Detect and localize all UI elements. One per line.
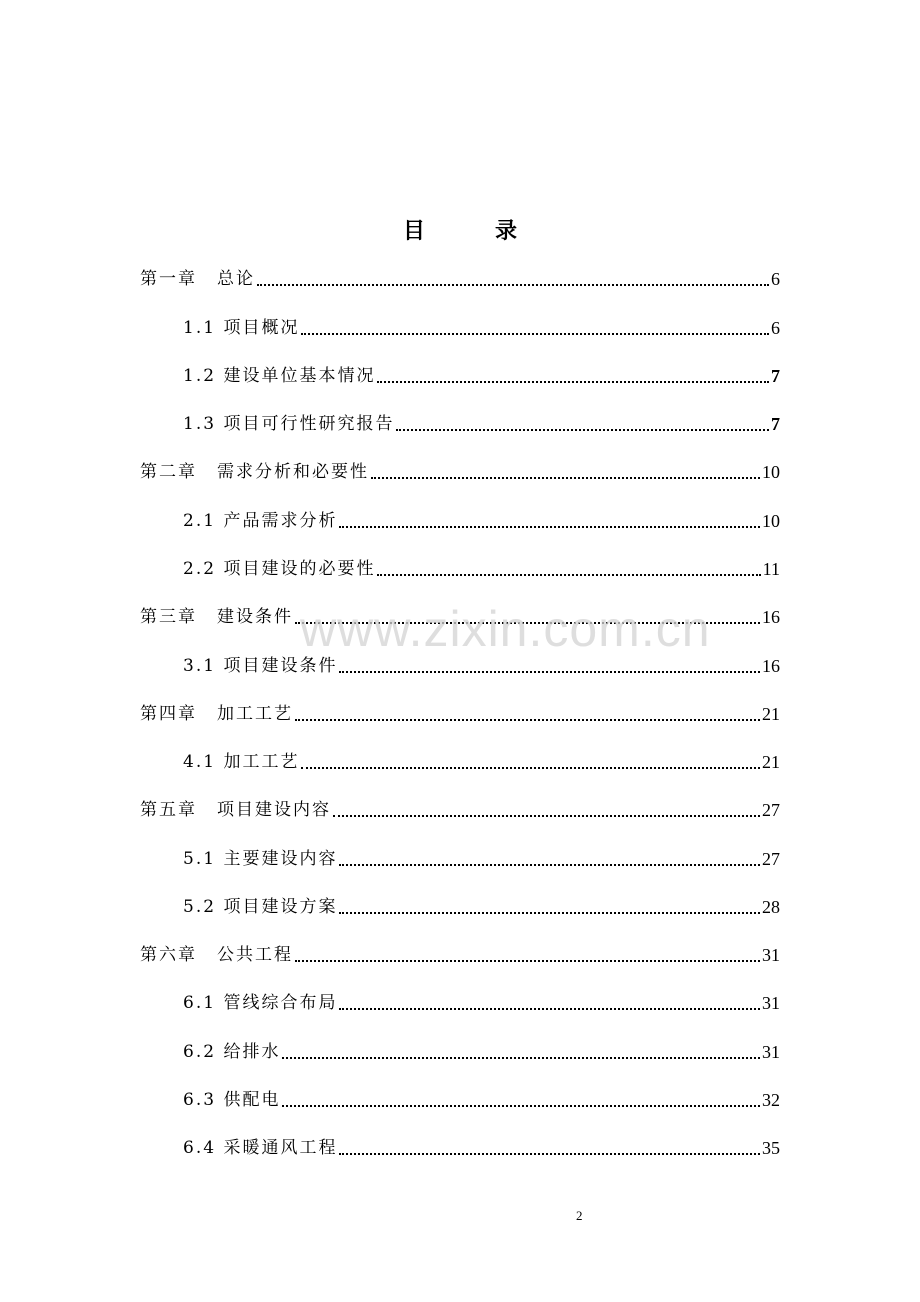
leader-dots	[282, 1104, 760, 1107]
toc-page-number: 21	[762, 752, 780, 772]
toc-chapter-title: 加工工艺	[217, 704, 293, 724]
toc-entry-section-3-1[interactable]	[183, 649, 780, 677]
toc-page-number: 28	[762, 897, 780, 917]
toc-page-number: 16	[762, 607, 780, 627]
toc-entry-chapter-3[interactable]	[140, 600, 780, 628]
toc-section-title: 6.3 供配电	[183, 1090, 281, 1110]
toc-page-number: 27	[762, 800, 780, 820]
toc-section-title: 6.1 管线综合布局	[183, 993, 338, 1013]
leader-dots	[371, 476, 760, 479]
toc-entry-section-5-1[interactable]	[183, 842, 780, 870]
toc-entry-chapter-5[interactable]	[140, 793, 780, 821]
leader-dots	[339, 1152, 760, 1155]
toc-page-number: 31	[762, 993, 780, 1013]
toc-chapter-title: 总论	[217, 269, 255, 289]
leader-dots	[301, 766, 760, 769]
leader-dots	[333, 814, 760, 817]
leader-dots	[339, 525, 760, 528]
toc-page-number: 10	[762, 462, 780, 482]
leader-dots	[377, 380, 769, 383]
toc-chapter-number: 第六章	[140, 945, 197, 965]
toc-section-title: 4.1 加工工艺	[183, 752, 300, 772]
toc-section-title: 2.1 产品需求分析	[183, 511, 338, 531]
toc-chapter-title: 建设条件	[217, 607, 293, 627]
toc-section-title: 1.1 项目概况	[183, 318, 300, 338]
toc-entry-chapter-4[interactable]	[140, 697, 780, 725]
toc-page-number: 21	[762, 704, 780, 724]
leader-dots	[339, 670, 760, 673]
leader-dots	[377, 573, 760, 576]
toc-chapter-title: 项目建设内容	[217, 800, 331, 820]
toc-page-number: 31	[762, 1042, 780, 1062]
toc-entry-section-2-2[interactable]	[183, 552, 780, 580]
toc-entry-chapter-1[interactable]	[140, 262, 780, 290]
toc-entry-section-6-4[interactable]	[183, 1131, 780, 1159]
toc-entry-chapter-6[interactable]	[140, 938, 780, 966]
leader-dots	[257, 283, 769, 286]
leader-dots	[339, 1007, 760, 1010]
toc-title	[0, 214, 920, 245]
toc-page-number: 11	[762, 559, 780, 579]
toc-page-number: 32	[762, 1090, 780, 1110]
toc-section-title: 5.1 主要建设内容	[183, 849, 338, 869]
toc-chapter-number: 第五章	[140, 800, 197, 820]
toc-page-number: 35	[762, 1138, 780, 1158]
leader-dots	[396, 428, 769, 431]
leader-dots	[339, 911, 760, 914]
leader-dots	[301, 332, 769, 335]
toc-entry-section-1-3[interactable]	[183, 407, 780, 435]
watermark: www.zixin.com.cn	[300, 601, 711, 657]
toc-section-title: 5.2 项目建设方案	[183, 897, 338, 917]
toc-chapter-title: 公共工程	[217, 945, 293, 965]
leader-dots	[295, 621, 760, 624]
toc-section-title: 6.2 给排水	[183, 1042, 281, 1062]
toc-chapter-number: 第四章	[140, 704, 197, 724]
leader-dots	[282, 1056, 760, 1059]
toc-title-right: 录	[495, 219, 518, 244]
toc-entry-section-1-2[interactable]	[183, 359, 780, 387]
leader-dots	[339, 863, 760, 866]
toc-entry-section-6-3[interactable]	[183, 1083, 780, 1111]
toc-page-number: 7	[771, 414, 780, 434]
leader-dots	[295, 718, 760, 721]
toc-entry-chapter-2[interactable]	[140, 455, 780, 483]
toc-chapter-number: 第二章	[140, 462, 197, 482]
toc-entry-section-1-1[interactable]	[183, 311, 780, 339]
leader-dots	[295, 959, 760, 962]
toc-entry-section-5-2[interactable]	[183, 890, 780, 918]
toc-page-number: 31	[762, 945, 780, 965]
toc-section-title: 1.3 项目可行性研究报告	[183, 414, 395, 434]
toc-entry-section-6-1[interactable]	[183, 986, 780, 1014]
toc-chapter-number: 第三章	[140, 607, 197, 627]
toc-chapter-title: 需求分析和必要性	[217, 462, 369, 482]
toc-page-number: 27	[762, 849, 780, 869]
toc-chapter-number: 第一章	[140, 269, 197, 289]
page-number-footer: 2	[576, 1208, 583, 1223]
toc-page-number: 6	[771, 269, 780, 289]
toc-section-title: 2.2 项目建设的必要性	[183, 559, 376, 579]
toc-page-number: 7	[771, 366, 780, 386]
toc-title-left: 目	[402, 219, 425, 244]
toc-page-number: 10	[762, 511, 780, 531]
toc-section-title: 1.2 建设单位基本情况	[183, 366, 376, 386]
toc-section-title: 6.4 采暖通风工程	[183, 1138, 338, 1158]
toc-section-title: 3.1 项目建设条件	[183, 656, 338, 676]
toc-page-number: 6	[771, 318, 780, 338]
toc-entry-section-2-1[interactable]	[183, 504, 780, 532]
toc-entry-section-6-2[interactable]	[183, 1035, 780, 1063]
toc-page-number: 16	[762, 656, 780, 676]
toc-entry-section-4-1[interactable]	[183, 745, 780, 773]
